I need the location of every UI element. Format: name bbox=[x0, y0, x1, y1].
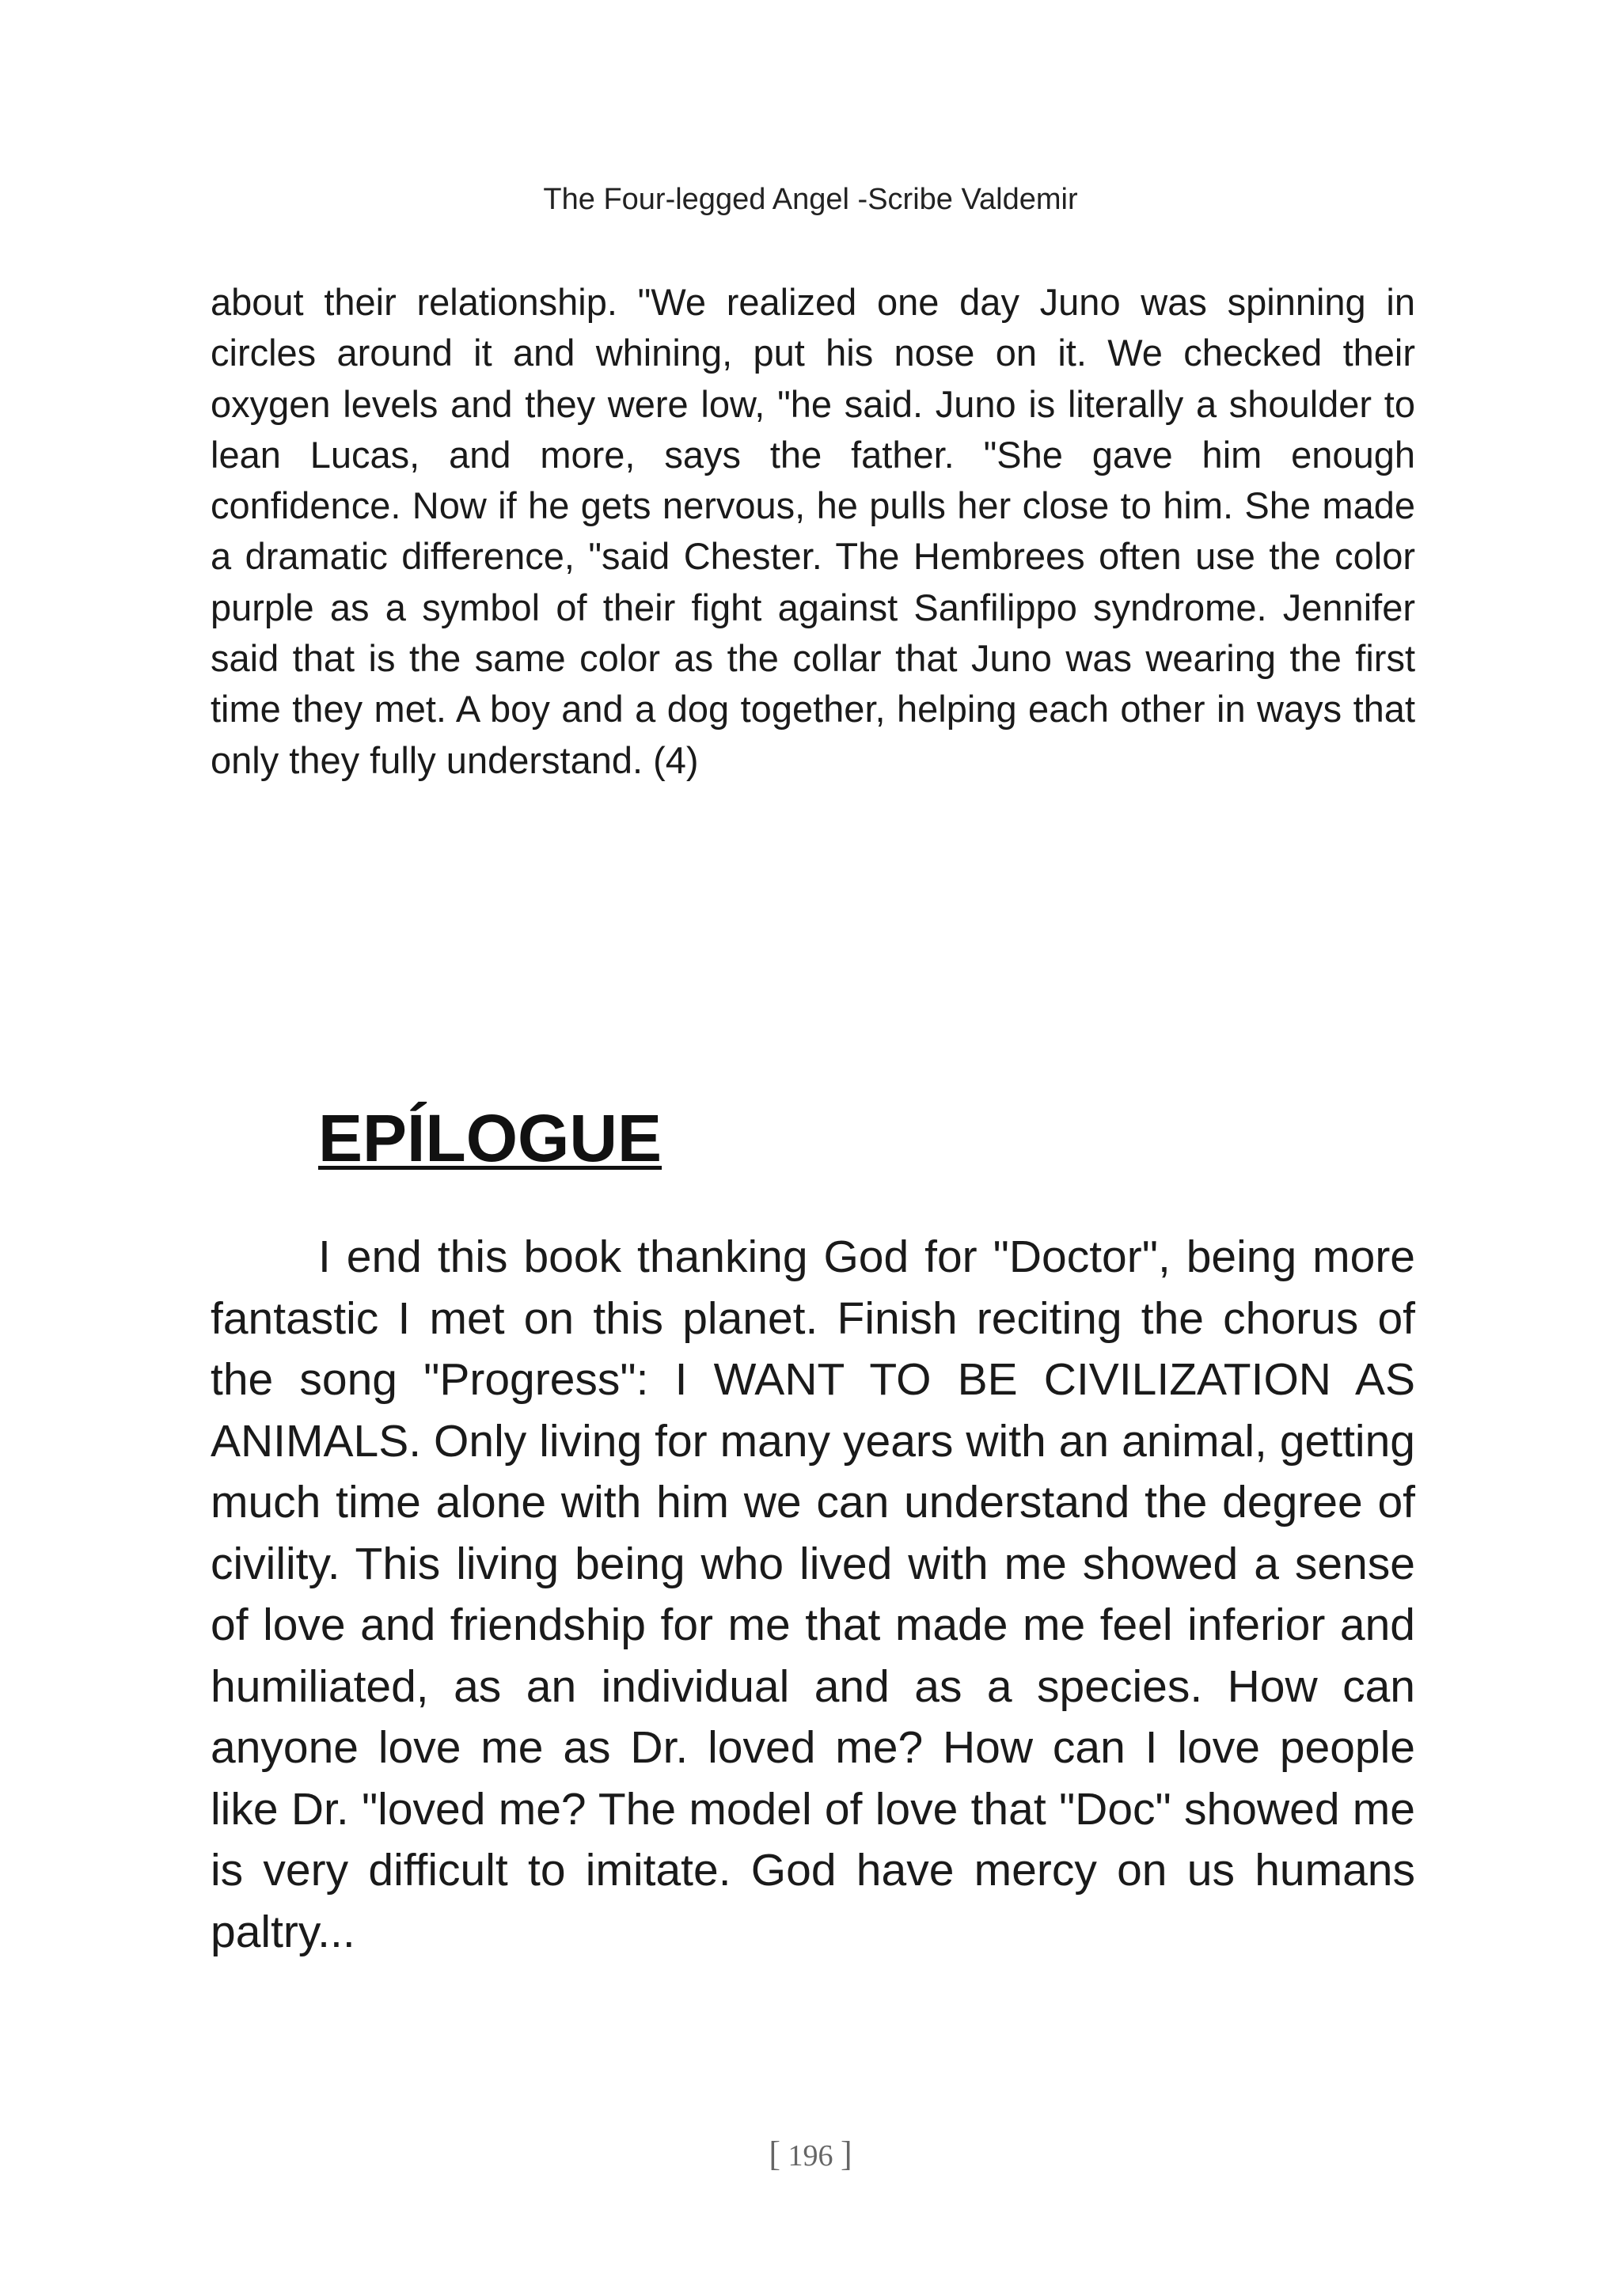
page-number-open-bracket: [ bbox=[769, 2135, 780, 2173]
page-number-value: 196 bbox=[788, 2139, 833, 2173]
running-header: The Four-legged Angel -Scribe Valdemir bbox=[543, 183, 1078, 216]
page-number-close-bracket: ] bbox=[841, 2135, 852, 2173]
page-number bbox=[0, 2135, 1621, 2175]
epilogue-paragraph: I end this book thanking God for "Doctor", being more fantastic I met on this planet. Finish reciting the chorus of the song "Progress": I WANT TO BE CIVILIZATION AS ANIMALS. Only living for many years with an animal, getting much time alone with him we can understand the degree of civility. This living being who lived with me showed a sense of love and friendship for me that made me feel inferior and humiliated, as an individual and as a species. How can anyone love me as Dr. loved me? How can I love people like Dr. "loved me? The model of love that "Doc" showed me is very difficult to imitate. God have mercy on us humans paltry... bbox=[211, 1231, 1415, 1957]
chapter-title: EPÍLOGUE bbox=[318, 1101, 662, 1175]
body-paragraph: about their relationship. "We realized one day Juno was spinning in circles around it and whining, put his nose on it. We checked their oxygen levels and they were low, "he said. Juno is literally a shoulder to lean Lucas, and more, says the father. "She gave him enough confidence. Now if he gets nervous, he pulls her close to him. She made a dramatic difference, "said Chester. The Hembrees often use the color purple as a symbol of their fight against Sanfilippo syndrome. Jennifer said that is the same color as the collar that Juno was wearing the first time they met. A boy and a dog together, helping each other in ways that only they fully understand. (4) bbox=[211, 281, 1415, 781]
